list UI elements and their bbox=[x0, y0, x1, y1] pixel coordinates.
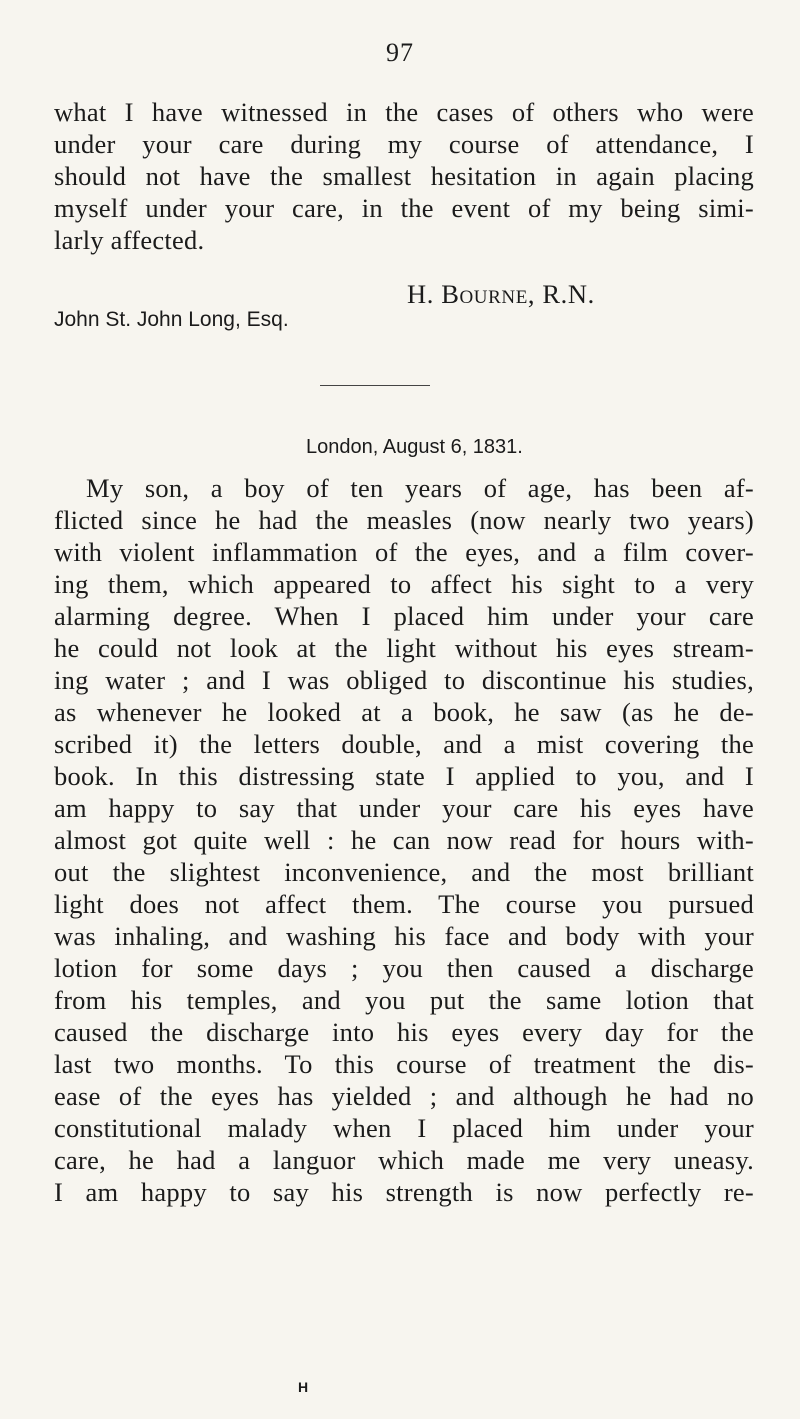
page-number: 97 bbox=[386, 38, 414, 67]
letter-signature bbox=[407, 279, 595, 310]
text-line: light does not affect them. The course you pursued bbox=[54, 889, 754, 919]
text-line: care, he had a languor which made me very uneasy. bbox=[54, 1145, 754, 1175]
signature-suffix: , R.N. bbox=[527, 279, 595, 309]
text-line: I am happy to say his strength is now perfectly re- bbox=[54, 1177, 754, 1207]
text-line: he could not look at the light without his eyes stream- bbox=[54, 633, 754, 663]
text-line: larly affected. bbox=[54, 225, 205, 255]
text-line: almost got quite well : he can now read for hours with- bbox=[54, 825, 754, 855]
text-line: last two months. To this course of treatment the dis- bbox=[54, 1049, 754, 1079]
text-line: what I have witnessed in the cases of others who were bbox=[54, 97, 754, 127]
text-line: as whenever he looked at a book, he saw (as he de- bbox=[54, 697, 754, 727]
text-line: constitutional malady when I placed him under your bbox=[54, 1113, 754, 1143]
text-line: was inhaling, and washing his face and body with your bbox=[54, 921, 754, 951]
signature-mark: H bbox=[298, 1379, 309, 1395]
text-line: from his temples, and you put the same lotion that bbox=[54, 985, 754, 1015]
signature-surname: Bourne bbox=[441, 279, 528, 309]
signature-initial: H. bbox=[407, 279, 442, 309]
addressee: John St. John Long, Esq. bbox=[54, 308, 289, 331]
text-line: My son, a boy of ten years of age, has been af- bbox=[86, 473, 754, 503]
opening-paragraph bbox=[54, 96, 754, 256]
text-line: with violent inflammation of the eyes, and a film cover- bbox=[54, 537, 754, 567]
text-line: flicted since he had the measles (now nearly two years) bbox=[54, 505, 754, 535]
text-line: caused the discharge into his eyes every day for the bbox=[54, 1017, 754, 1047]
text-line: alarming degree. When I placed him under your care bbox=[54, 601, 754, 631]
text-line: out the slightest inconvenience, and the most brilliant bbox=[54, 857, 754, 887]
letter-dateline: London, August 6, 1831. bbox=[306, 436, 523, 458]
text-line: ease of the eyes has yielded ; and although he had no bbox=[54, 1081, 754, 1111]
text-line: lotion for some days ; you then caused a discharge bbox=[54, 953, 754, 983]
text-line: under your care during my course of attendance, I bbox=[54, 129, 754, 159]
text-line: myself under your care, in the event of my being simi- bbox=[54, 193, 754, 223]
text-line: scribed it) the letters double, and a mist covering the bbox=[54, 729, 754, 759]
text-line: ing water ; and I was obliged to discontinue his studies, bbox=[54, 665, 754, 695]
text-line: book. In this distressing state I applied to you, and I bbox=[54, 761, 754, 791]
letter-body bbox=[54, 472, 754, 1208]
text-line: ing them, which appeared to affect his sight to a very bbox=[54, 569, 754, 599]
text-line: am happy to say that under your care his eyes have bbox=[54, 793, 754, 823]
text-line: should not have the smallest hesitation in again placing bbox=[54, 161, 754, 191]
section-divider bbox=[320, 385, 430, 386]
